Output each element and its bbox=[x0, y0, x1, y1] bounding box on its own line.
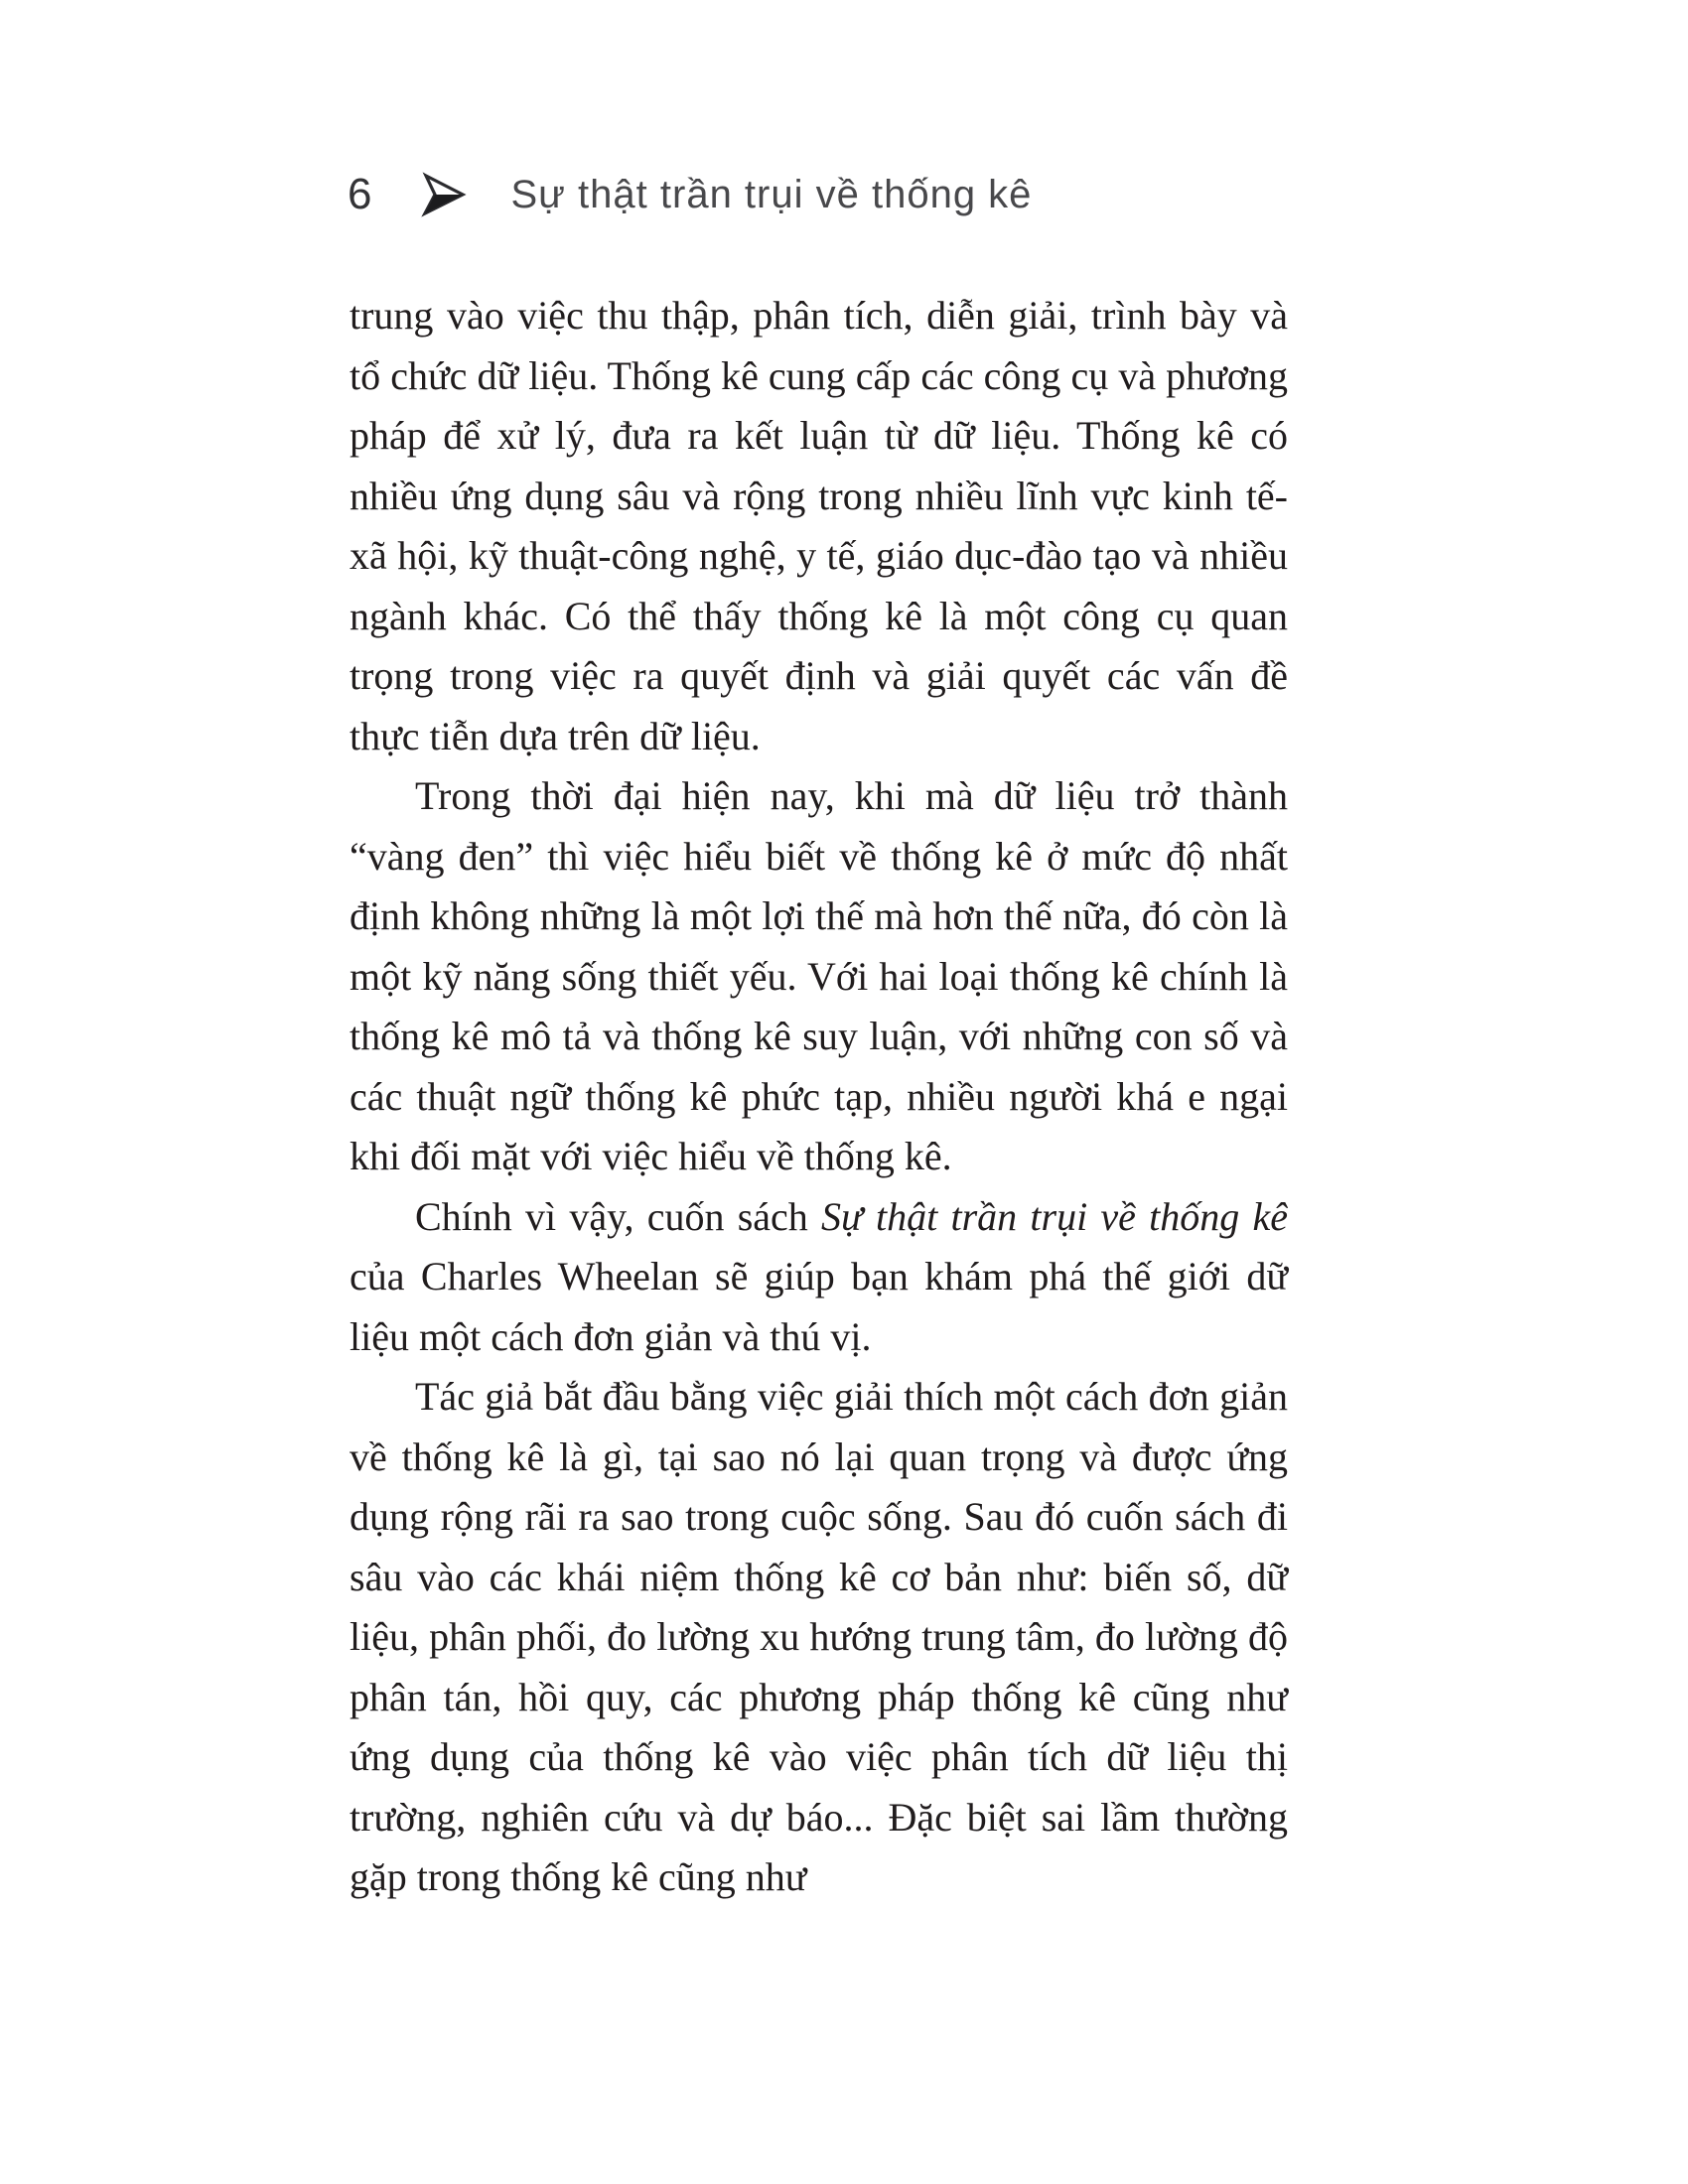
paragraph-4: Tác giả bắt đầu bằng việc giải thích một cách đơn giản về thống kê là gì, tại sao nó lại quan trọng và được ứng dụng rộng rãi ra sao trong cuộc sống. Sau đó cuốn sách đi sâu vào các khái niệm thống kê cơ bản như: biến số, dữ liệu, phân phối, đo lường xu hướng trung tâm, đo lường độ phân tán, hồi quy, các phương pháp thống kê cũng như ứng dụng của thống kê vào việc phân tích dữ liệu thị trường, nghiên cứu và dự báo... Đặc biệt sai lầm thường gặp trong thống kê cũng như bbox=[350, 1374, 1288, 1899]
paragraph-3 bbox=[350, 1187, 1288, 1368]
running-head-title: Sự thật trần trụi về thống kê bbox=[510, 173, 1033, 216]
page-number: 6 bbox=[348, 170, 372, 218]
paragraph-1: trung vào việc thu thập, phân tích, diễn giải, trình bày và tổ chức dữ liệu. Thống kê cung cấp các công cụ và phương pháp để xử lý, đưa ra kết luận từ dữ liệu. Thống kê có nhiều ứng dụng sâu và rộng trong nhiều lĩnh vực kinh tế-xã hội, kỹ thuật-công nghệ, y tế, giáo dục-đào tạo và nhiều ngành khác. Có thể thấy thống kê là một công cụ quan trọng trong việc ra quyết định và giải quyết các vấn đề thực tiễn dựa trên dữ liệu. bbox=[350, 293, 1288, 758]
paragraph-2: Trong thời đại hiện nay, khi mà dữ liệu trở thành “vàng đen” thì việc hiểu biết về thống kê ở mức độ nhất định không những là một lợi thế mà hơn thế nữa, đó còn là một kỹ năng sống thiết yếu. Với hai loại thống kê chính là thống kê mô tả và thống kê suy luận, với những con số và các thuật ngữ thống kê phức tạp, nhiều người khá e ngại khi đối mặt với việc hiểu về thống kê. bbox=[350, 773, 1288, 1178]
right-arrowhead-icon bbox=[417, 171, 471, 218]
paragraph-3-trail-text: của Charles Wheelan sẽ giúp bạn khám phá thế giới dữ liệu một cách đơn giản và thú vị. bbox=[350, 1254, 1288, 1359]
paragraph-3-lead-text: Chính vì vậy, cuốn sách bbox=[415, 1193, 822, 1239]
book-title-italic: Sự thật trần trụi về thống kê bbox=[821, 1193, 1288, 1239]
page-header bbox=[348, 171, 1032, 218]
page-body bbox=[350, 286, 1288, 1908]
